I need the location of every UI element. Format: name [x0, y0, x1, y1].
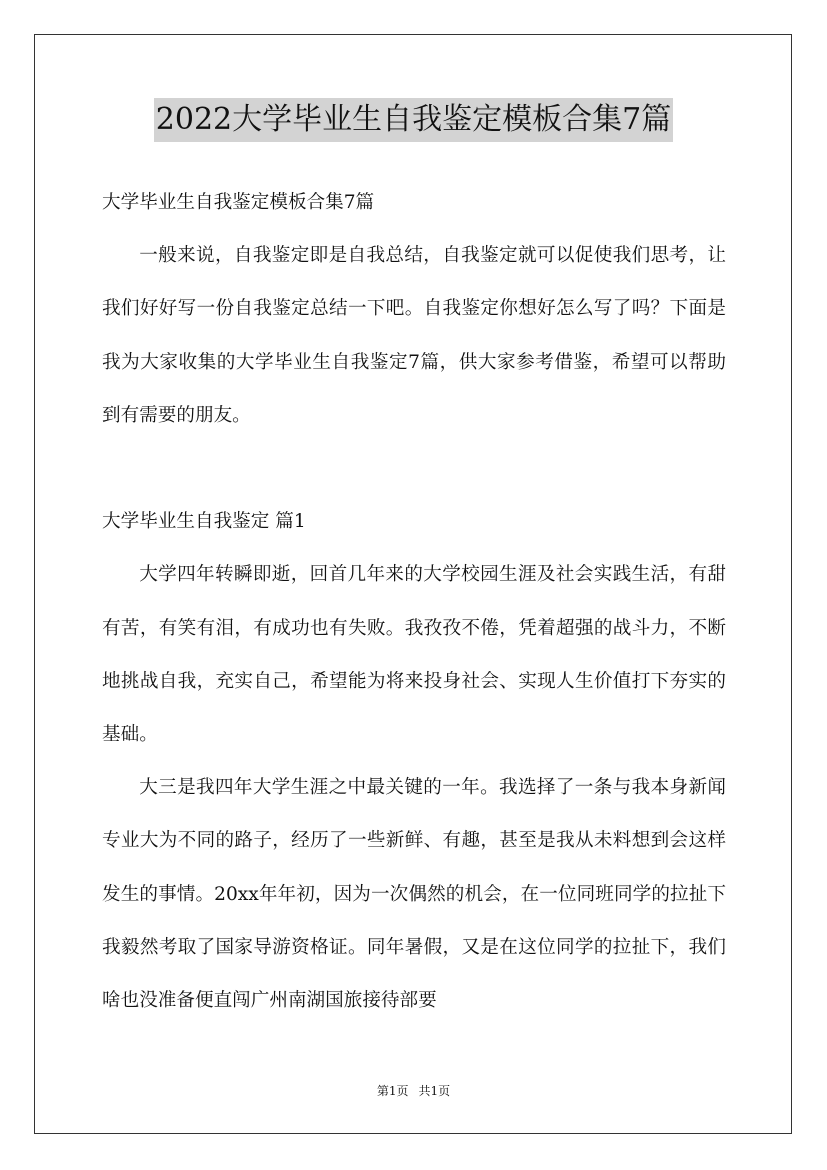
body-paragraph: 大三是我四年大学生涯之中最关键的一年。我选择了一条与我本身新闻专业大为不同的路子，经历了一些新鲜、有趣，甚至是我从未料想到会这样发生的事情。20xx年年初，因为一次偶然的机会，在一位同班同学的拉扯下我毅然考取了国家导游资格证。同年暑假，又是在这位同学的拉扯下，我们啥也没准备便直闯广州南湖国旅接待部要	[102, 777, 726, 1012]
intro-paragraph: 一般来说，自我鉴定即是自我总结，自我鉴定就可以促使我们思考，让我们好好写一份自我鉴定总结一下吧。自我鉴定你想好怎么写了吗？下面是我为大家收集的大学毕业生自我鉴定7篇，供大家参考借鉴，希望可以帮助到有需要的朋友。	[102, 245, 726, 426]
document-body	[102, 176, 726, 1027]
section-heading: 大学毕业生自我鉴定 篇1	[102, 511, 306, 533]
paragraph-spacer	[102, 442, 726, 495]
body-paragraph: 大学四年转瞬即逝，回首几年来的大学校园生涯及社会实践生活，有甜有苦，有笑有泪，有成功也有失败。我孜孜不倦，凭着超强的战斗力，不断地挑战自我，充实自己，希望能为将来投身社会、实现人生价值打下夯实的基础。	[102, 564, 726, 746]
document-title: 2022大学毕业生自我鉴定模板合集7篇	[154, 98, 673, 142]
document-subtitle: 大学毕业生自我鉴定模板合集7篇	[102, 192, 375, 213]
title-container	[0, 98, 827, 142]
page-total: 共1页	[418, 1084, 451, 1098]
page-footer	[0, 1082, 827, 1099]
page-number: 第1页	[376, 1084, 409, 1098]
